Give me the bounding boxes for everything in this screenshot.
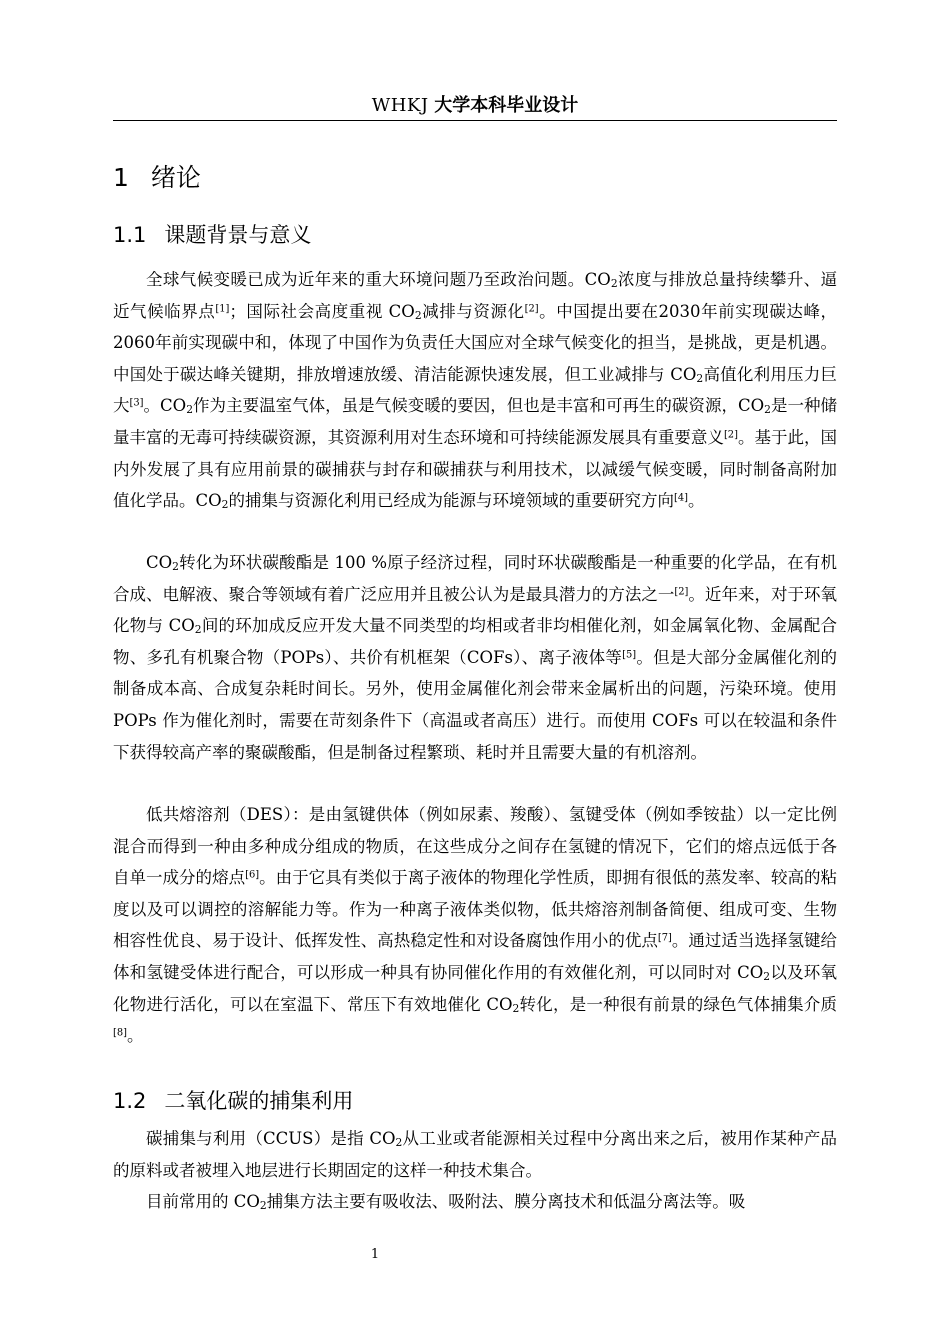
section-heading-1-2 — [113, 1086, 353, 1116]
section-number: 1.2 — [113, 1089, 147, 1113]
section-title: 课题背景与意义 — [164, 223, 312, 247]
header-rule — [113, 120, 837, 121]
paragraph-cyclic-carbonate: $CO_2$转化为环状碳酸酯是 100 %原子经济过程，同时环状碳酸酯是一种重要的化学品，在有机合成、电解液、聚合等领域有着广泛应用并且被公认为是最具潜力的方法之一[2]。近年来，对于环氧化物与 $CO_2$间的环加成反应开发大量不同类型的均相或者非均相催化剂，如金属氧化物、金属配合物、多孔有机聚合物（POPs）、共价有机框架（COFs）、离子液体等[5]。但是大部分金属催化剂的制备成本高、合成复杂耗时间长。另外，使用金属催化剂会带来金属析出的问题，污染环境。使用 POPs 作为催化剂时，需要在苛刻条件下（高温或者高压）进行。而使用 COFs 可以在较温和条件下获得较高产率的聚碳酸酯，但是制备过程繁琐、耗时并且需要大量的有机溶剂。 — [113, 553, 838, 762]
header-title: 大学本科毕业设计 — [434, 95, 579, 116]
paragraph-ccus: 碳捕集与利用（CCUS）是指 $CO_2$从工业或者能源相关过程中分离出来之后，被用作某种产品的原料或者被埋入地层进行长期固定的这样一种技术集合。 — [113, 1129, 837, 1180]
section-heading-1-1 — [113, 220, 311, 250]
page-number: 1 — [370, 1247, 380, 1262]
paragraph-capture-methods: 目前常用的 $CO_2$捕集方法主要有吸收法、吸附法、膜分离技术和低温分离法等。吸 — [146, 1192, 746, 1213]
chapter-heading — [113, 160, 201, 196]
section-number: 1.1 — [113, 223, 147, 247]
header-code: WHKJ — [371, 95, 429, 116]
chapter-number: 1 — [113, 163, 129, 192]
chapter-title: 绪论 — [150, 163, 201, 192]
page-header — [113, 94, 837, 118]
section-title: 二氧化碳的捕集利用 — [164, 1089, 354, 1113]
paragraph-background: 全球气候变暖已成为近年来的重大环境问题乃至政治问题。$CO_2$浓度与排放总量持续攀升、逼近气候临界点[1]；国际社会高度重视 $CO_2$减排与资源化[2]。中国提出要在2030年前实现碳达峰，2060年前实现碳中和，体现了中国作为负责任大国应对全球气候变化的担当，是挑战，更是机遇。中国处于碳达峰关键期，排放增速放缓、清洁能源快速发展，但工业减排与 $CO_2$高值化利用压力巨大[3]。$CO_2$作为主要温室气体，虽是气候变暖的要因，但也是丰富和可再生的碳资源，$CO_2$是一种储量丰富的无毒可持续碳资源，其资源利用对生态环境和可持续能源发展具有重要意义[2]。基于此，国内外发展了具有应用前景的碳捕获与封存和碳捕获与利用技术，以减缓气候变暖，同时制备高附加值化学品。$CO_2$的捕集与资源化利用已经成为能源与环境领域的重要研究方向[4]。 — [113, 270, 838, 512]
paragraph-des: 低共熔溶剂（DES）：是由氢键供体（例如尿素、羧酸）、氢键受体（例如季铵盐）以一定比例混合而得到一种由多种成分组成的物质，在这些成分之间存在氢键的情况下，它们的熔点远低于各自单一成分的熔点[6]。由于它具有类似于离子液体的物理化学性质，即拥有很低的蒸发率、较高的粘度以及可以调控的溶解能力等。作为一种离子液体类似物，低共熔溶剂制备简便、组成可变、生物相容性优良、易于设计、低挥发性、高热稳定性和对设备腐蚀作用小的优点[7]。通过适当选择氢键给体和氢键受体进行配合，可以形成一种具有协同催化作用的有效催化剂，可以同时对 $CO_2$以及环氧化物进行活化，可以在室温下、常压下有效地催化 $CO_2$转化，是一种很有前景的绿色气体捕集介质[8]。 — [113, 805, 838, 1046]
